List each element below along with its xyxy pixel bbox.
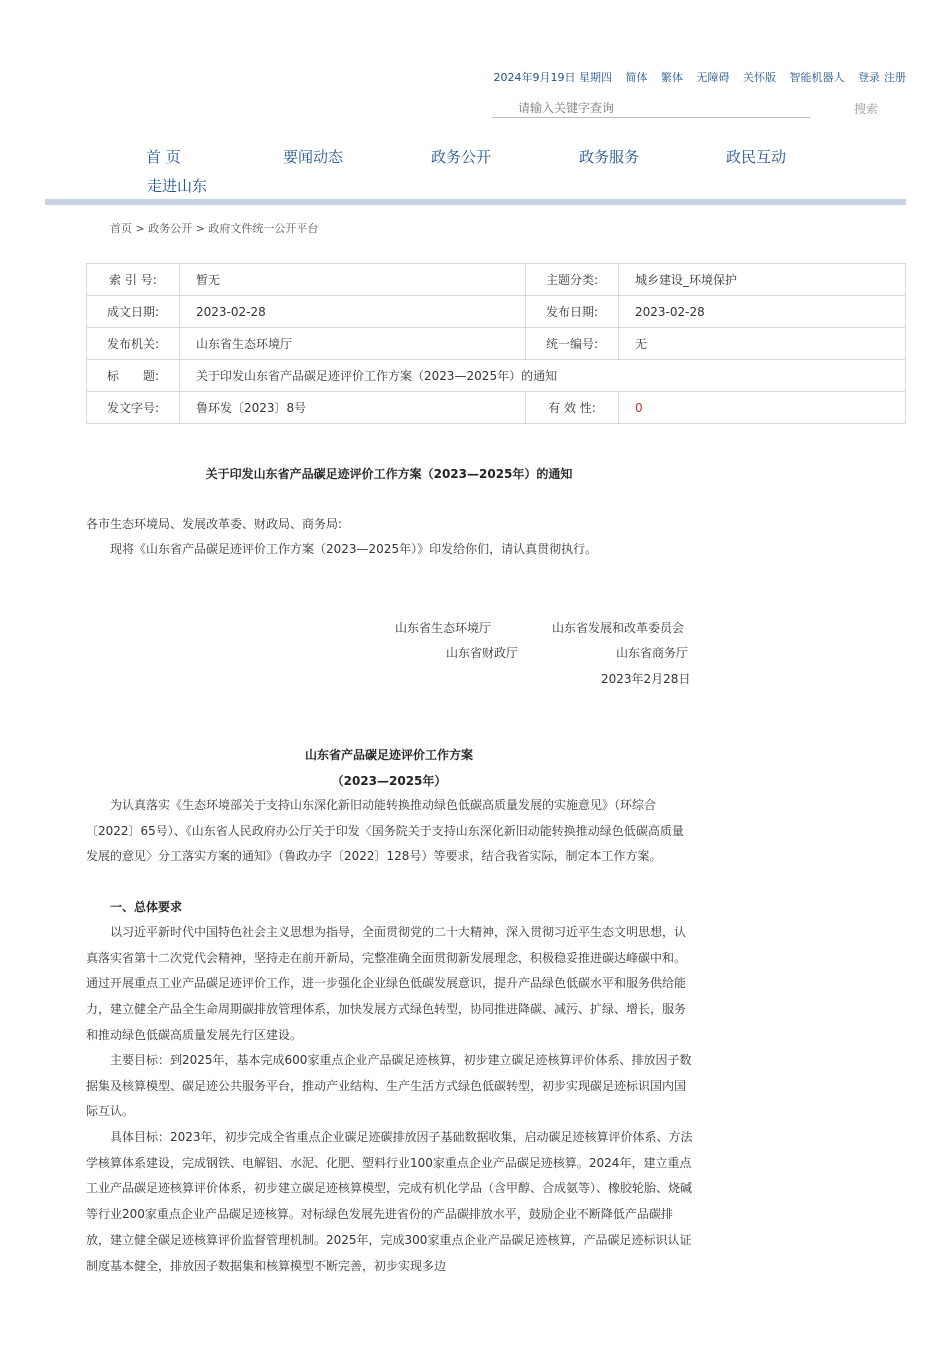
- document-info-table: [86, 263, 906, 424]
- notice-title: 关于印发山东省产品碳足迹评价工作方案（2023—2025年）的通知: [205, 467, 573, 481]
- nav-gov-affairs[interactable]: 政务公开: [431, 148, 492, 166]
- title-label: 标 题:: [87, 360, 180, 392]
- link-simplified[interactable]: 简体: [625, 71, 648, 84]
- link-elderly-mode[interactable]: 关怀版: [743, 71, 776, 84]
- nav-interaction[interactable]: 政民互动: [726, 148, 787, 166]
- nav-news[interactable]: 要闻动态: [283, 148, 344, 166]
- nav-home[interactable]: 首 页: [146, 148, 181, 166]
- top-utility-bar: [494, 69, 907, 85]
- index-label: 索 引 号:: [87, 264, 180, 296]
- plan-para-specific-goals: 具体目标：2023年，初步完成全省重点企业碳足迹碳排放因子基础数据收集，启动碳足迹核算评价体系、方法学核算体系建设，完成钢铁、电解铝、水泥、化肥、塑料行业100家重点企业产品碳足迹核算。2024年，建立重点工业产品碳足迹核算评价体系，初步建立碳足迹核算模型，完成有机化学品（含甲醇、合成氨等）、橡胶轮胎、烧碱等行业200家重点企业产品碳足迹核算。对标绿色发展先进省份的产品碳排放水平，鼓励企业不断降低产品碳排放，建立健全碳足迹核算评价监督管理机制。2025年，完成300家重点企业产品碳足迹核算，产品碳足迹标识认证制度基本健全，排放因子数据集和核算模型不断完善，初步实现多边: [86, 1130, 693, 1273]
- title-value: 关于印发山东省产品碳足迹评价工作方案（2023—2025年）的通知: [180, 360, 906, 392]
- validity-label: 有 效 性:: [526, 392, 619, 424]
- signer-finance-dept: 山东省财政厅: [446, 646, 519, 660]
- topic-label: 主题分类:: [526, 264, 619, 296]
- validity-value: 0: [619, 392, 906, 424]
- signer-commerce-dept: 山东省商务厅: [616, 646, 689, 660]
- issuer-label: 发布机关:: [87, 328, 180, 360]
- serial-label: 统一编号:: [526, 328, 619, 360]
- published-value: 2023-02-28: [619, 296, 906, 328]
- docno-value: 鲁环发〔2023〕8号: [180, 392, 526, 424]
- plan-para-main-goals: 主要目标：到2025年，基本完成600家重点企业产品碳足迹核算，初步建立碳足迹核算评价体系、排放因子数据集及核算模型、碳足迹公共服务平台，推动产业结构、生产生活方式绿色低碳转型，初步实现碳足迹标识国内国际互认。: [86, 1053, 692, 1119]
- created-label: 成文日期:: [87, 296, 180, 328]
- login-link[interactable]: 登录: [858, 71, 880, 84]
- notice-recipients: 各市生态环境局、发展改革委、财政局、商务局:: [86, 517, 343, 531]
- nav-gov-services[interactable]: 政务服务: [579, 148, 640, 166]
- index-value: 暂无: [180, 264, 526, 296]
- plan-period: （2023—2025年）: [331, 774, 447, 788]
- topic-value: 城乡建设_环境保护: [619, 264, 906, 296]
- signer-ndrc: 山东省发展和改革委员会: [552, 621, 685, 635]
- search-button[interactable]: 搜索: [854, 102, 879, 116]
- register-link[interactable]: 注册: [884, 71, 906, 84]
- plan-para-guiding: 以习近平新时代中国特色社会主义思想为指导，全面贯彻党的二十大精神，深入贯彻习近平生态文明思想，认真落实省第十二次党代会精神，坚持走在前开新局，完整准确全面贯彻新发展理念，积极稳妥推进碳达峰碳中和。通过开展重点工业产品碳足迹评价工作，进一步强化企业绿色低碳发展意识，提升产品绿色低碳水平和服务供给能力，建立健全产品全生命周期碳排放管理体系，加快发展方式绿色转型，协同推进降碳、减污、扩绿、增长，服务和推动绿色低碳高质量发展先行区建设。: [86, 925, 687, 1042]
- published-label: 发布日期:: [526, 296, 619, 328]
- breadcrumb[interactable]: 首页 > 政务公开 > 政府文件统一公开平台: [110, 222, 319, 235]
- issuer-value: 山东省生态环境厅: [180, 328, 526, 360]
- search-box: [492, 97, 810, 118]
- plan-intro: 为认真落实《生态环境部关于支持山东深化新旧动能转换推动绿色低碳高质量发展的实施意见》（环综合〔2022〕65号）、《山东省人民政府办公厅关于印发〈国务院关于支持山东深化新旧动能转换推动绿色低碳高质量发展的意见〉分工落实方案的通知》（鲁政办字〔2022〕128号）等要求，结合我省实际，制定本工作方案。: [86, 798, 684, 864]
- serial-value: 无: [619, 328, 906, 360]
- search-input[interactable]: [492, 98, 808, 118]
- notice-date: 2023年2月28日: [601, 672, 691, 686]
- link-accessibility[interactable]: 无障碍: [696, 71, 730, 84]
- section-heading-general: 一、总体要求: [110, 900, 183, 914]
- nav-shandong[interactable]: 走进山东: [147, 177, 208, 195]
- docno-label: 发文字号:: [87, 392, 180, 424]
- signer-ecology-dept: 山东省生态环境厅: [395, 621, 492, 635]
- current-date: 2024年9月19日 星期四: [493, 71, 612, 84]
- created-value: 2023-02-28: [180, 296, 526, 328]
- link-smart-robot[interactable]: 智能机器人: [789, 71, 845, 84]
- link-traditional[interactable]: 繁体: [661, 71, 683, 84]
- plan-title: 山东省产品碳足迹评价工作方案: [304, 748, 473, 762]
- nav-divider: [45, 199, 906, 205]
- notice-body: 现将《山东省产品碳足迹评价工作方案（2023—2025年）》印发给你们，请认真贯彻执行。: [110, 542, 598, 556]
